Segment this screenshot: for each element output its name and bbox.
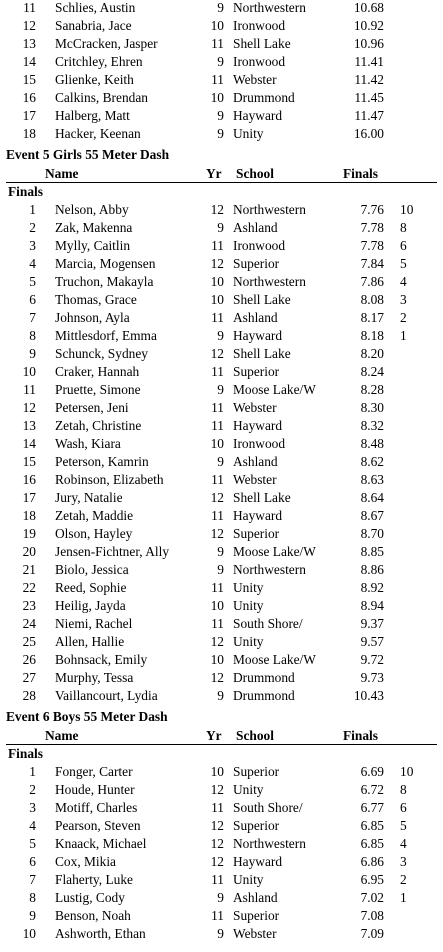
school-cell: Drummond [233,670,295,685]
year-cell: 11 [211,872,224,887]
finals-time-cell: 7.09 [360,926,384,941]
school-cell: Superior [233,818,280,833]
place-cell: 11 [23,0,36,15]
finals-time-cell: 10.68 [353,0,384,15]
year-cell: 12 [210,490,224,505]
place-cell: 13 [22,418,36,433]
school-cell: Hayward [233,418,283,433]
finals-time-cell: 7.78 [360,220,384,235]
school-cell: Ashland [233,890,278,905]
athlete-name-cell: Houde, Hunter [55,782,135,797]
school-cell: Webster [233,400,277,415]
year-cell: 12 [210,818,224,833]
finals-time-cell: 8.17 [360,310,384,325]
athlete-name-cell: Thomas, Grace [55,292,137,307]
school-cell: Unity [233,872,264,887]
school-cell: Ironwood [233,54,286,69]
points-cell: 1 [400,328,407,343]
athlete-name-cell: Reed, Sophie [55,580,127,595]
year-cell: 9 [217,220,224,235]
points-cell: 5 [400,818,407,833]
place-cell: 28 [22,688,36,703]
year-cell: 9 [217,54,224,69]
points-cell: 5 [400,256,407,271]
athlete-name-cell: Nelson, Abby [55,202,129,217]
school-cell: Northwestern [233,274,306,289]
school-cell: Unity [233,580,264,595]
finals-time-cell: 6.72 [360,782,384,797]
year-cell: 12 [210,670,224,685]
place-cell: 16 [22,90,36,105]
school-cell: Shell Lake [233,292,291,307]
school-cell: Unity [233,126,264,141]
header-divider [6,744,437,745]
points-cell: 2 [400,872,407,887]
athlete-name-cell: Ashworth, Ethan [55,926,146,941]
year-cell: 11 [211,238,224,253]
place-cell: 15 [22,454,36,469]
column-header-year: Yr [206,728,222,743]
finals-time-cell: 8.08 [360,292,384,307]
finals-time-cell: 11.47 [354,108,384,123]
athlete-name-cell: Niemi, Rachel [55,616,133,631]
athlete-name-cell: Mylly, Caitlin [55,238,131,253]
school-cell: Ashland [233,220,278,235]
athlete-name-cell: Cox, Mikia [55,854,117,869]
athlete-name-cell: Calkins, Brendan [55,90,148,105]
finals-time-cell: 8.32 [360,418,384,433]
points-cell: 3 [400,854,407,869]
finals-time-cell: 6.85 [360,836,384,851]
school-cell: Superior [233,364,280,379]
school-cell: Superior [233,908,280,923]
place-cell: 12 [22,18,36,33]
athlete-name-cell: Knaack, Michael [55,836,147,851]
place-cell: 3 [29,238,36,253]
athlete-name-cell: Johnson, Ayla [55,310,130,325]
place-cell: 23 [22,598,36,613]
points-cell: 6 [400,800,407,815]
place-cell: 10 [22,364,36,379]
place-cell: 18 [22,126,36,141]
finals-time-cell: 6.77 [360,800,384,815]
school-cell: Northwestern [233,562,306,577]
place-cell: 19 [22,526,36,541]
year-cell: 11 [211,800,224,815]
place-cell: 9 [29,346,36,361]
place-cell: 20 [22,544,36,559]
finals-time-cell: 7.86 [360,274,384,289]
athlete-name-cell: Murphy, Tessa [55,670,134,685]
year-cell: 11 [211,400,224,415]
place-cell: 15 [22,72,36,87]
athlete-name-cell: Lustig, Cody [55,890,125,905]
athlete-name-cell: Flaherty, Luke [55,872,133,887]
athlete-name-cell: Critchley, Ehren [55,54,143,69]
school-cell: Webster [233,472,277,487]
athlete-name-cell: McCracken, Jasper [55,36,158,51]
athlete-name-cell: Petersen, Jeni [55,400,129,415]
place-cell: 1 [29,764,36,779]
finals-time-cell: 6.95 [360,872,384,887]
place-cell: 13 [22,36,36,51]
athlete-name-cell: Biolo, Jessica [55,562,129,577]
athlete-name-cell: Pruette, Simone [55,382,141,397]
school-cell: Ashland [233,310,278,325]
year-cell: 11 [211,364,224,379]
place-cell: 17 [22,108,36,123]
school-cell: Shell Lake [233,36,291,51]
athlete-name-cell: Halberg, Matt [55,108,130,123]
finals-time-cell: 6.86 [360,854,384,869]
school-cell: Superior [233,764,280,779]
school-cell: South Shore/ [233,800,303,815]
finals-time-cell: 16.00 [353,126,384,141]
school-cell: Hayward [233,508,283,523]
finals-time-cell: 7.08 [360,908,384,923]
athlete-name-cell: Schlies, Austin [55,0,136,15]
school-cell: Drummond [233,90,295,105]
year-cell: 9 [217,562,224,577]
finals-time-cell: 8.63 [360,472,384,487]
place-cell: 18 [22,508,36,523]
event-6-column-headers [0,727,443,745]
place-cell: 26 [22,652,36,667]
year-cell: 11 [211,472,224,487]
place-cell: 10 [22,926,36,941]
athlete-name-cell: Schunck, Sydney [55,346,148,361]
points-cell: 1 [400,890,407,905]
place-cell: 14 [22,54,36,69]
points-cell: 10 [400,202,414,217]
year-cell: 12 [210,854,224,869]
place-cell: 5 [29,836,36,851]
place-cell: 4 [29,818,36,833]
place-cell: 5 [29,274,36,289]
year-cell: 9 [217,328,224,343]
finals-time-cell: 10.43 [353,688,384,703]
school-cell: Northwestern [233,836,306,851]
year-cell: 12 [210,256,224,271]
athlete-name-cell: Vaillancourt, Lydia [55,688,158,703]
school-cell: Unity [233,782,264,797]
finals-time-cell: 6.85 [360,818,384,833]
athlete-name-cell: Robinson, Elizabeth [55,472,164,487]
school-cell: Superior [233,256,280,271]
place-cell: 8 [29,328,36,343]
finals-time-cell: 7.78 [360,238,384,253]
finals-time-cell: 9.73 [360,670,384,685]
place-cell: 21 [22,562,36,577]
year-cell: 9 [217,544,224,559]
athlete-name-cell: Sanabria, Jace [55,18,132,33]
athlete-name-cell: Heilig, Jayda [55,598,126,613]
finals-time-cell: 9.37 [360,616,384,631]
finals-time-cell: 8.24 [360,364,384,379]
athlete-name-cell: Allen, Hallie [55,634,125,649]
year-cell: 9 [217,382,224,397]
school-cell: Moose Lake/W [233,544,316,559]
year-cell: 9 [217,126,224,141]
event-5-column-headers [0,165,443,183]
place-cell: 6 [29,854,36,869]
points-cell: 8 [400,782,407,797]
place-cell: 14 [22,436,36,451]
points-cell: 6 [400,238,407,253]
year-cell: 11 [211,310,224,325]
finals-time-cell: 8.48 [360,436,384,451]
place-cell: 6 [29,292,36,307]
finals-time-cell: 10.96 [353,36,384,51]
school-cell: Shell Lake [233,490,291,505]
finals-time-cell: 11.45 [354,90,384,105]
year-cell: 10 [210,18,224,33]
place-cell: 17 [22,490,36,505]
year-cell: 12 [210,634,224,649]
finals-time-cell: 8.64 [360,490,384,505]
year-cell: 10 [210,652,224,667]
points-cell: 8 [400,220,407,235]
place-cell: 9 [29,908,36,923]
event-5-title: Event 5 Girls 55 Meter Dash [6,147,170,162]
school-cell: Ironwood [233,238,286,253]
event-6-round-label: Finals [8,746,43,761]
year-cell: 12 [210,526,224,541]
athlete-name-cell: Mittlesdorf, Emma [55,328,157,343]
year-cell: 12 [210,782,224,797]
finals-time-cell: 8.30 [360,400,384,415]
place-cell: 12 [22,400,36,415]
school-cell: Webster [233,72,277,87]
year-cell: 10 [210,436,224,451]
column-header-school: School [236,166,274,181]
athlete-name-cell: Craker, Hannah [55,364,140,379]
finals-time-cell: 8.86 [360,562,384,577]
column-header-finals: Finals [343,728,378,743]
place-cell: 8 [29,890,36,905]
place-cell: 27 [22,670,36,685]
finals-time-cell: 8.18 [360,328,384,343]
column-header-name: Name [45,166,79,181]
finals-time-cell: 8.20 [360,346,384,361]
school-cell: Superior [233,526,280,541]
athlete-name-cell: Benson, Noah [55,908,131,923]
place-cell: 1 [29,202,36,217]
finals-time-cell: 8.85 [360,544,384,559]
year-cell: 9 [217,108,224,123]
finals-time-cell: 8.92 [360,580,384,595]
place-cell: 25 [22,634,36,649]
athlete-name-cell: Fonger, Carter [55,764,133,779]
column-header-finals: Finals [343,166,378,181]
points-cell: 4 [400,836,407,851]
finals-time-cell: 8.70 [360,526,384,541]
column-header-year: Yr [206,166,222,181]
place-cell: 3 [29,800,36,815]
year-cell: 11 [211,580,224,595]
event-5-round-label: Finals [8,184,43,199]
points-cell: 10 [400,764,414,779]
school-cell: Ironwood [233,18,286,33]
finals-time-cell: 8.94 [360,598,384,613]
year-cell: 11 [211,72,224,87]
athlete-name-cell: Jensen-Fichtner, Ally [55,544,170,559]
column-header-school: School [236,728,274,743]
finals-time-cell: 6.69 [360,764,384,779]
place-cell: 4 [29,256,36,271]
finals-time-cell: 8.67 [360,508,384,523]
finals-time-cell: 8.28 [360,382,384,397]
finals-time-cell: 7.02 [360,890,384,905]
place-cell: 22 [22,580,36,595]
header-divider [6,182,437,183]
school-cell: Ashland [233,454,278,469]
school-cell: South Shore/ [233,616,303,631]
athlete-name-cell: Bohnsack, Emily [55,652,148,667]
year-cell: 9 [217,454,224,469]
athlete-name-cell: Wash, Kiara [55,436,121,451]
finals-time-cell: 9.72 [360,652,384,667]
school-cell: Unity [233,598,264,613]
year-cell: 9 [217,926,224,941]
school-cell: Unity [233,634,264,649]
place-cell: 2 [29,782,36,797]
school-cell: Hayward [233,854,283,869]
column-header-name: Name [45,728,79,743]
place-cell: 11 [23,382,36,397]
place-cell: 7 [29,310,36,325]
finals-time-cell: 11.41 [354,54,384,69]
year-cell: 12 [210,346,224,361]
finals-time-cell: 11.42 [354,72,384,87]
points-cell: 4 [400,274,407,289]
athlete-name-cell: Glienke, Keith [55,72,134,87]
athlete-name-cell: Motiff, Charles [55,800,138,815]
year-cell: 10 [210,292,224,307]
year-cell: 11 [211,908,224,923]
athlete-name-cell: Marcia, Mogensen [55,256,156,271]
athlete-name-cell: Zetah, Christine [55,418,142,433]
athlete-name-cell: Pearson, Steven [55,818,141,833]
place-cell: 2 [29,220,36,235]
school-cell: Ironwood [233,436,286,451]
year-cell: 10 [210,90,224,105]
school-cell: Moose Lake/W [233,382,316,397]
athlete-name-cell: Zetah, Maddie [55,508,134,523]
athlete-name-cell: Zak, Makenna [55,220,133,235]
finals-time-cell: 7.76 [360,202,384,217]
finals-time-cell: 10.92 [353,18,384,33]
athlete-name-cell: Truchon, Makayla [55,274,154,289]
year-cell: 10 [210,598,224,613]
year-cell: 12 [210,836,224,851]
school-cell: Webster [233,926,277,941]
year-cell: 11 [211,616,224,631]
school-cell: Hayward [233,108,283,123]
year-cell: 11 [211,508,224,523]
year-cell: 11 [211,418,224,433]
school-cell: Northwestern [233,202,306,217]
year-cell: 9 [217,890,224,905]
year-cell: 9 [217,688,224,703]
athlete-name-cell: Peterson, Kamrin [55,454,149,469]
year-cell: 11 [211,36,224,51]
year-cell: 9 [217,0,224,15]
athlete-name-cell: Olson, Hayley [55,526,133,541]
place-cell: 24 [22,616,36,631]
event-6-title: Event 6 Boys 55 Meter Dash [6,709,168,724]
points-cell: 2 [400,310,407,325]
school-cell: Drummond [233,688,295,703]
finals-time-cell: 8.62 [360,454,384,469]
finals-time-cell: 9.57 [360,634,384,649]
place-cell: 7 [29,872,36,887]
school-cell: Shell Lake [233,346,291,361]
school-cell: Moose Lake/W [233,652,316,667]
athlete-name-cell: Hacker, Keenan [55,126,141,141]
year-cell: 12 [210,202,224,217]
year-cell: 10 [210,764,224,779]
points-cell: 3 [400,292,407,307]
place-cell: 16 [22,472,36,487]
athlete-name-cell: Jury, Natalie [55,490,123,505]
school-cell: Northwestern [233,0,306,15]
finals-time-cell: 7.84 [360,256,384,271]
school-cell: Hayward [233,328,283,343]
year-cell: 10 [210,274,224,289]
